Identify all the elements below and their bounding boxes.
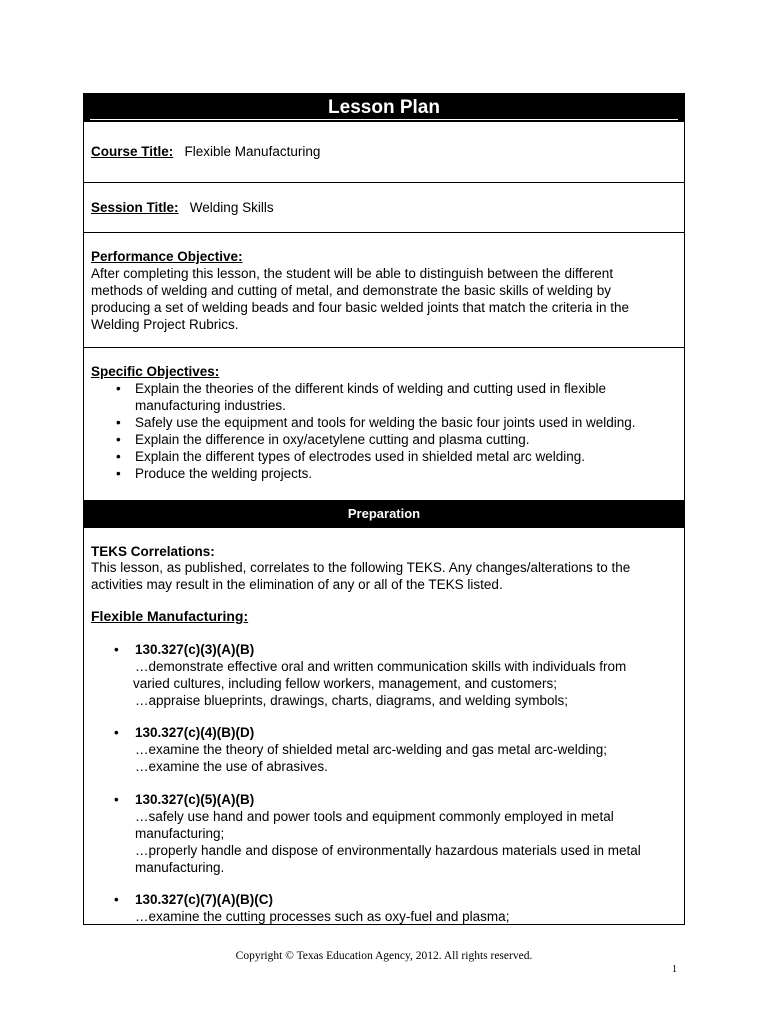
bullet-icon: • [114, 642, 119, 657]
session-title-value: Welding Skills [189, 200, 274, 215]
session-title-line [91, 199, 274, 216]
teks-intro-line: This lesson, as published, correlates to the following TEKS. Any changes/alterations to the [91, 560, 631, 575]
copyright-footer: Copyright © Texas Education Agency, 2012. All rights reserved. [235, 950, 533, 962]
session-title-label: Session Title: [91, 200, 179, 215]
bullet-icon: • [116, 432, 121, 447]
flexible-manufacturing-heading: Flexible Manufacturing: [91, 608, 249, 624]
course-title-row [84, 122, 684, 183]
standard-code: 130.327(c)(4)(B)(D) [135, 725, 255, 740]
specific-objectives-heading: Specific Objectives: [91, 364, 220, 379]
page-number: 1 [672, 964, 677, 975]
bullet-icon: • [114, 792, 119, 807]
standard-line: …examine the cutting processes such as oxy-fuel and plasma; [135, 909, 510, 924]
standard-line: …properly handle and dispose of environmentally hazardous materials used in metal [135, 843, 641, 858]
teks-heading: TEKS Correlations: [91, 544, 215, 559]
objective-item: Explain the different types of electrodes used in shielded metal arc welding. [135, 449, 586, 464]
bullet-icon: • [114, 725, 119, 740]
standard-code: 130.327(c)(7)(A)(B)(C) [135, 892, 274, 907]
performance-objective-line: methods of welding and cutting of metal, and demonstrate the basic skills of welding by [91, 283, 612, 298]
standard-line: varied cultures, including fellow workers, management, and customers; [133, 676, 557, 691]
objective-item-continued: manufacturing industries. [135, 398, 286, 413]
bullet-icon: • [116, 449, 121, 464]
bullet-icon: • [116, 466, 121, 481]
standard-code: 130.327(c)(3)(A)(B) [135, 642, 255, 657]
objective-item: Explain the theories of the different kinds of welding and cutting used in flexible [135, 381, 607, 396]
teks-intro-line: activities may result in the elimination of any or all of the TEKS listed. [91, 577, 503, 592]
standard-code: 130.327(c)(5)(A)(B) [135, 792, 255, 807]
performance-objective-heading: Performance Objective: [91, 249, 243, 264]
standard-line: manufacturing. [135, 860, 225, 875]
page-title: Lesson Plan [328, 97, 440, 118]
bullet-icon: • [116, 381, 121, 396]
standard-line: …demonstrate effective oral and written communication skills with individuals from [135, 659, 627, 674]
session-title-row [84, 183, 684, 233]
preparation-bar [84, 500, 684, 528]
standard-line: …examine the use of abrasives. [135, 759, 328, 774]
standard-line: manufacturing; [135, 826, 225, 841]
bullet-icon: • [114, 892, 119, 907]
preparation-label: Preparation [347, 506, 421, 521]
standard-line: …examine the theory of shielded metal arc-welding and gas metal arc-welding; [135, 742, 607, 757]
course-title-value: Flexible Manufacturing [184, 144, 321, 159]
title-underline [90, 119, 678, 120]
course-title-line [91, 143, 320, 160]
performance-objective-line: After completing this lesson, the student will be able to distinguish between the different [91, 266, 614, 281]
performance-objective-line: Welding Project Rubrics. [91, 317, 239, 332]
specific-objectives-row [84, 348, 684, 500]
standard-line: …appraise blueprints, drawings, charts, diagrams, and welding symbols; [135, 693, 568, 708]
objective-item: Safely use the equipment and tools for welding the basic four joints used in welding. [135, 415, 636, 430]
bullet-icon: • [116, 415, 121, 430]
lesson-plan-table [83, 93, 685, 925]
lesson-plan-title-bar [84, 94, 684, 122]
objective-item: Produce the welding projects. [135, 466, 313, 481]
teks-section [84, 528, 684, 924]
performance-objective-row [84, 233, 684, 348]
standard-line: …safely use hand and power tools and equipment commonly employed in metal [135, 809, 614, 824]
performance-objective-line: producing a set of welding beads and four basic welded joints that match the criteria in the [91, 300, 630, 315]
objective-item: Explain the difference in oxy/acetylene cutting and plasma cutting. [135, 432, 530, 447]
course-title-label: Course Title: [91, 144, 174, 159]
